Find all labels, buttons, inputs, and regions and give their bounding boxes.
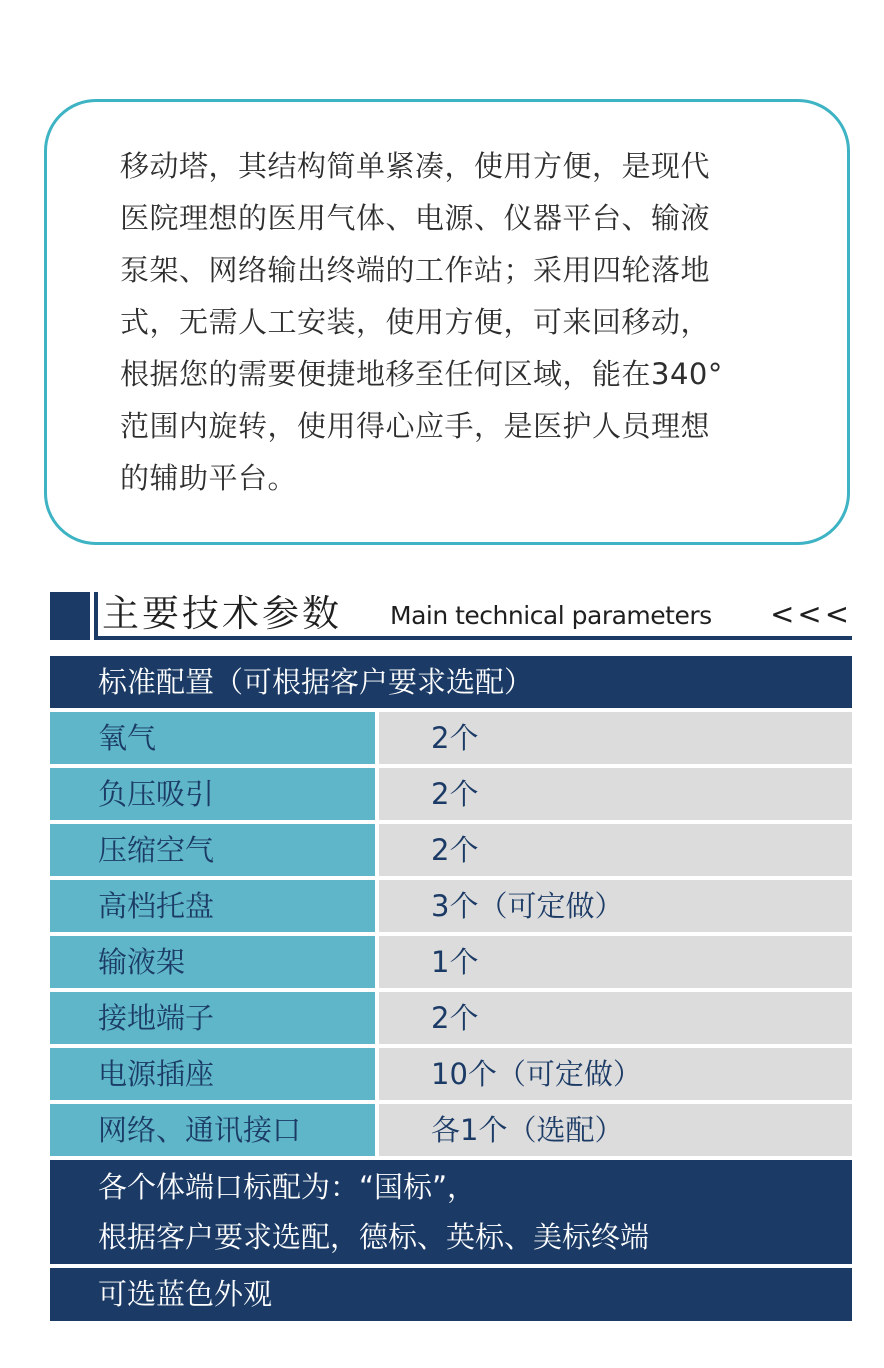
param-name: 电源插座 [50, 1048, 375, 1100]
header-accent-block [50, 592, 90, 640]
table-row [50, 712, 852, 764]
note-line-2: 根据客户要求选配，德标、英标、美标终端 [98, 1220, 650, 1254]
header-underline [98, 636, 852, 640]
table-row [50, 880, 852, 932]
param-name: 高档托盘 [50, 880, 375, 932]
section-title-cn: 主要技术参数 [102, 592, 342, 635]
table-row [50, 1104, 852, 1156]
footer-label: 可选蓝色外观 [98, 1277, 273, 1311]
table-row [50, 768, 852, 820]
param-name: 网络、通讯接口 [50, 1104, 375, 1156]
param-value: 2个 [379, 712, 852, 764]
table-row [50, 1048, 852, 1100]
product-description: 移动塔，其结构简单紧凑，使用方便，是现代 医院理想的医用气体、电源、仪器平台、输液 泵架、网络输出终端的工作站；采用四轮落地 式，无需人工安装，使用方便，可来回移动， 根据您的需要便捷地移至任何区域，能在340° 范围内旋转，使用得心应手，是医护人员理想 的辅助平台。 [120, 149, 723, 495]
table-row [50, 824, 852, 876]
param-name: 负压吸引 [50, 768, 375, 820]
spec-table [50, 656, 852, 1321]
header-divider [94, 592, 98, 640]
section-title-en: Main technical parameters [390, 601, 712, 630]
param-value: 2个 [379, 992, 852, 1044]
param-value: 1个 [379, 936, 852, 988]
param-value: 10个（可定做） [379, 1048, 852, 1100]
param-name: 氧气 [50, 712, 375, 764]
param-value: 3个（可定做） [379, 880, 852, 932]
param-name: 输液架 [50, 936, 375, 988]
table-note [50, 1160, 852, 1264]
param-value: 2个 [379, 824, 852, 876]
arrows-icon: <<< [770, 597, 852, 631]
table-row [50, 992, 852, 1044]
table-footer [50, 1268, 852, 1321]
table-header-label: 标准配置（可根据客户要求选配） [98, 665, 534, 699]
table-header [50, 656, 852, 708]
param-value: 各1个（选配） [379, 1104, 852, 1156]
param-name: 接地端子 [50, 992, 375, 1044]
param-name: 压缩空气 [50, 824, 375, 876]
table-row [50, 936, 852, 988]
param-value: 2个 [379, 768, 852, 820]
note-line-1: 各个体端口标配为：“国标”， [98, 1170, 477, 1204]
section-header [50, 592, 852, 640]
